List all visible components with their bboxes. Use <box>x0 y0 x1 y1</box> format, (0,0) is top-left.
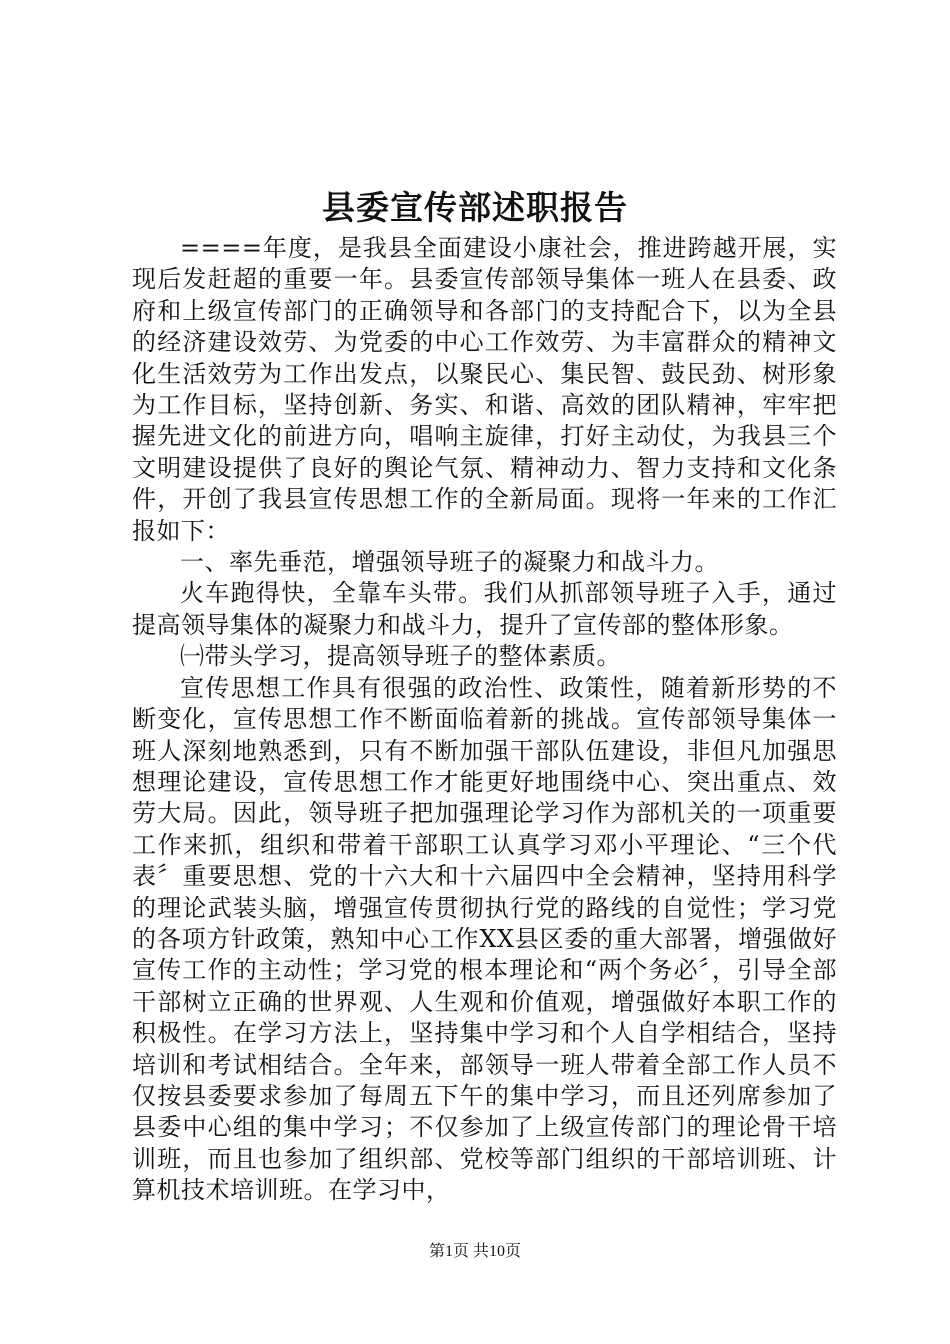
paragraph-subheading-1: ㈠带头学习，提高领导班子的整体素质。 <box>180 642 621 671</box>
paragraph-intro: ====年度，是我县全面建设小康社会，推进跨越开展，实现后发赶超的重要一年。县委宣传部领导集体一班人在县委、政府和上级宣传部门的正确领导和各部门的支持配合下，以为全县的经济建设效劳、为党委的中心工作效劳、为丰富群众的精神文化生活效劳为工作出发点，以聚民心、集民智、鼓民劲、树形象为工作目标，坚持创新、务实、和谐、高效的团队精神，牢牢把握先进文化的前进方向，唱响主旋律，打好主动仗，为我县三个文明建设提供了良好的舆论气氛、精神动力、智力支持和文化条件，开创了我县宣传思想工作的全新局面。现将一年来的工作汇报如下： <box>132 234 837 545</box>
page-number-footer: 第1页 共10页 <box>428 1243 521 1260</box>
document-title: 县委宣传部述职报告 <box>322 188 628 227</box>
paragraph-leadership: 火车跑得快，全靠车头带。我们从抓部领导班子入手，通过提高领导集体的凝聚力和战斗力，提升了宣传部的整体形象。 <box>132 579 837 639</box>
paragraph-section-heading-1: 一、率先垂范，增强领导班子的凝聚力和战斗力。 <box>180 548 719 577</box>
paragraph-study: 宣传思想工作具有很强的政治性、政策性，随着新形势的不断变化，宣传思想工作不断面临着新的挑战。宣传部领导集体一班人深刻地熟悉到，只有不断加强干部队伍建设，非但凡加强思想理论建设，宣传思想工作才能更好地围绕中心、突出重点、效劳大局。因此，领导班子把加强理论学习作为部机关的一项重要工作来抓，组织和带着干部职工认真学习邓小平理论、“三个代表〞重要思想、党的十六大和十六届四中全会精神，坚持用科学的理论武装头脑，增强宣传贯彻执行党的路线的自觉性；学习党的各项方针政策，熟知中心工作XX县区委的重大部署，增强做好宣传工作的主动性；学习党的根本理论和“两个务必〞，引导全部干部树立正确的世界观、人生观和价值观，增强做好本职工作的积极性。在学习方法上，坚持集中学习和个人自学相结合，坚持培训和考试相结合。全年来，部领导一班人带着全部工作人员不仅按县委要求参加了每周五下午的集中学习，而且还列席参加了县委中心组的集中学习；不仅参加了上级宣传部门的理论骨干培训班，而且也参加了组织部、党校等部门组织的干部培训班、计算机技术培训班。在学习中， <box>132 673 837 1205</box>
document-body <box>132 233 837 1207</box>
